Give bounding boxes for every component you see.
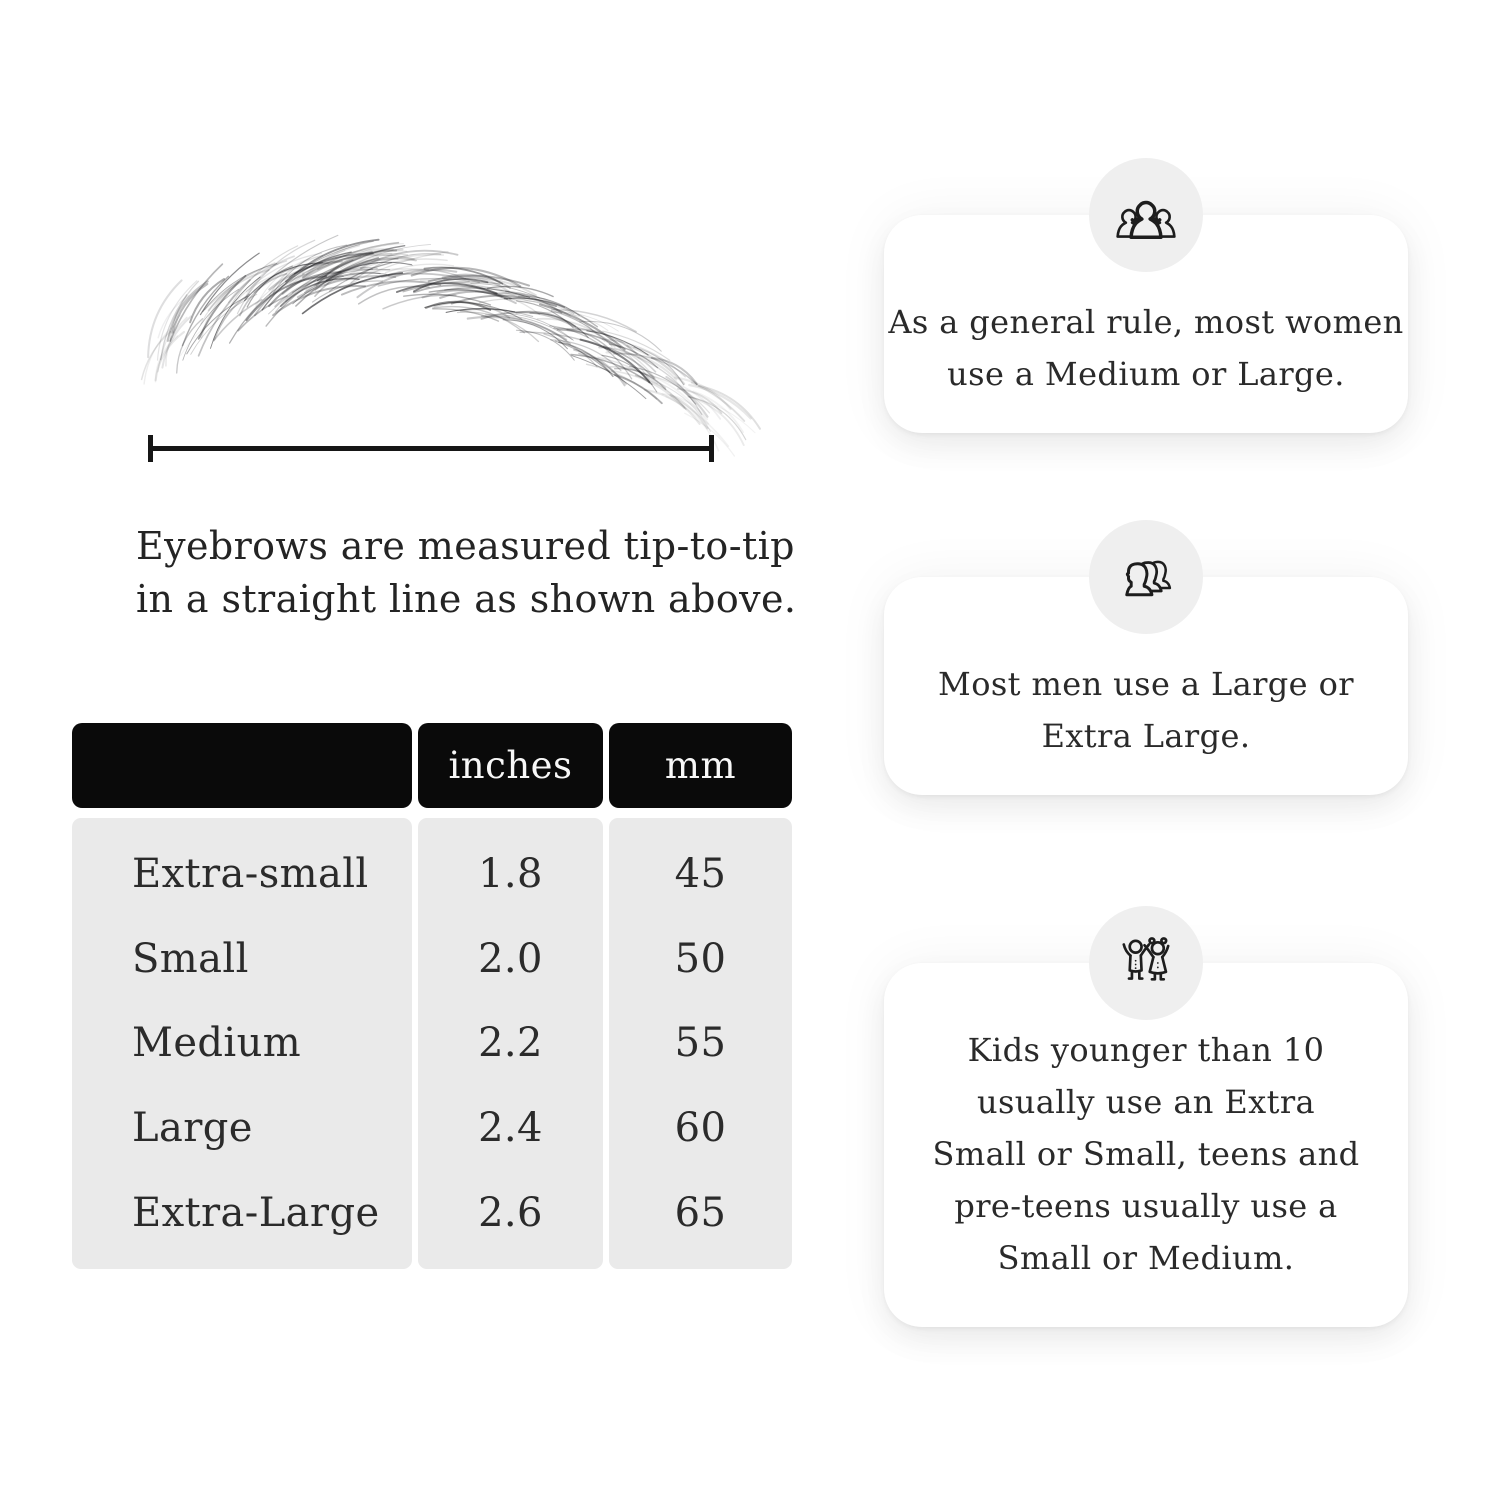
table-header-inches-label: inches [448, 744, 573, 787]
men-group-icon [1109, 540, 1183, 614]
mm-value-cell: 45 [674, 851, 727, 898]
caption-line: in a straight line as shown above. [136, 577, 797, 621]
info-card-women-text [888, 296, 1403, 400]
caption-line: Eyebrows are measured tip-to-tip [136, 524, 795, 568]
inches-value-cell: 2.2 [478, 1020, 543, 1067]
size-label-cell: Medium [132, 1020, 302, 1067]
table-column-mm-values [609, 818, 792, 1269]
card-text-line: pre-teens usually use a [954, 1186, 1338, 1225]
card-text-line: Extra Large. [1041, 717, 1251, 755]
card-text-line: use a Medium or Large. [947, 355, 1345, 393]
size-label-cell: Extra-Large [132, 1189, 380, 1236]
eyebrow-illustration [110, 228, 735, 418]
card-text-line: usually use an Extra [976, 1082, 1316, 1121]
card-text-line: As a general rule, most women [888, 303, 1404, 341]
measurement-line [150, 446, 712, 451]
table-header-mm [609, 723, 792, 808]
table-column-size-labels [72, 818, 412, 1269]
table-header-mm-label: mm [664, 744, 737, 787]
size-label-cell: Small [132, 935, 249, 982]
inches-value-cell: 1.8 [478, 851, 543, 898]
mm-value-cell: 50 [674, 935, 727, 982]
measurement-tick-right [709, 435, 714, 462]
mm-value-cell: 60 [674, 1105, 727, 1152]
size-label-cell: Extra-small [132, 851, 369, 898]
info-card-kids-text [933, 1024, 1360, 1284]
table-column-inches-values [418, 818, 603, 1269]
table-header-size [72, 723, 412, 808]
card-text-line: Small or Medium. [997, 1238, 1295, 1277]
inches-value-cell: 2.6 [478, 1189, 543, 1236]
women-badge [1089, 158, 1203, 272]
size-label-cell: Large [132, 1105, 253, 1152]
info-card-men-text [938, 658, 1354, 762]
kids-icon [1109, 926, 1183, 1000]
mm-value-cell: 65 [674, 1189, 727, 1236]
card-text-line: Kids younger than 10 [967, 1030, 1325, 1069]
inches-value-cell: 2.4 [478, 1105, 543, 1152]
eyebrow-hairs [142, 235, 760, 456]
kids-badge [1089, 906, 1203, 1020]
table-header-inches [418, 723, 603, 808]
women-group-icon [1109, 178, 1183, 252]
card-text-line: Small or Small, teens and [932, 1134, 1360, 1173]
measurement-tick-left [148, 435, 153, 462]
inches-value-cell: 2.0 [478, 935, 543, 982]
mm-value-cell: 55 [674, 1020, 727, 1067]
men-badge [1089, 520, 1203, 634]
measurement-caption [136, 520, 796, 626]
card-text-line: Most men use a Large or [938, 665, 1354, 703]
